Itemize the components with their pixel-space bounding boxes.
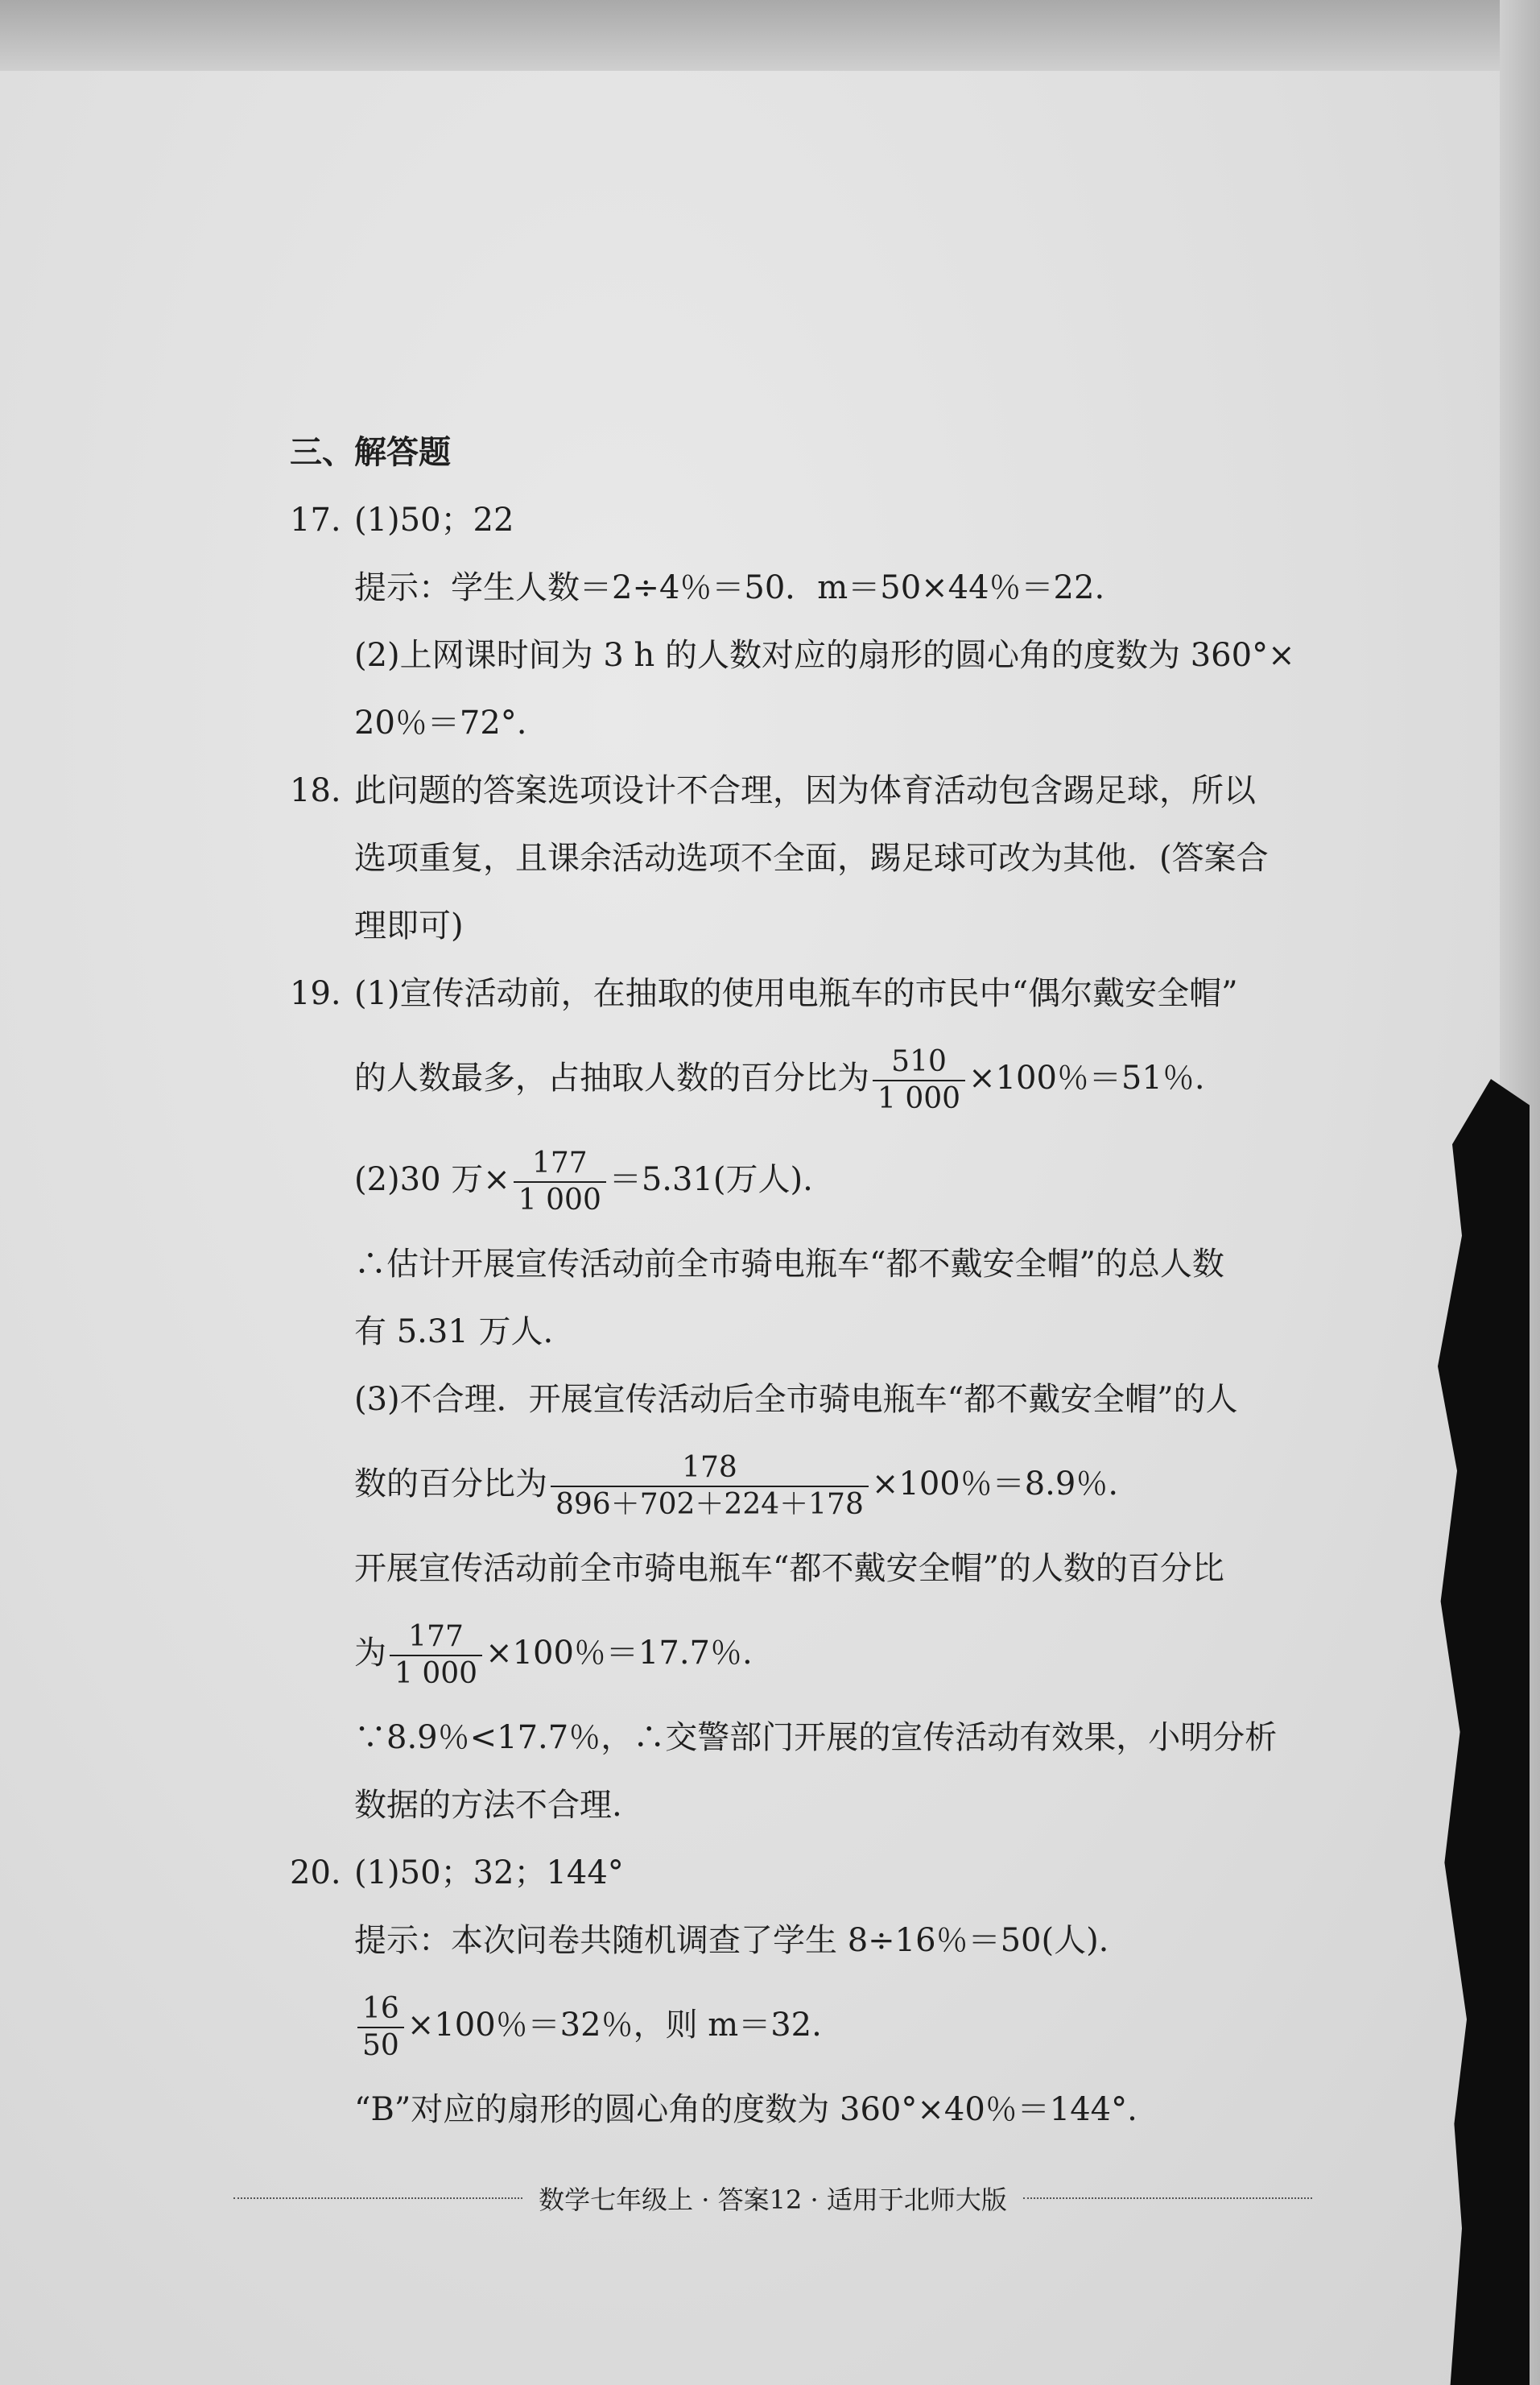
footer-subject: 数学七年级上: [539, 2185, 694, 2215]
question-number: 20.: [290, 1854, 341, 1891]
fraction: [357, 1993, 404, 2061]
q19-text: ×100％＝8.9％.: [871, 1465, 1119, 1503]
q19-line-3: [290, 1129, 1369, 1230]
q19-text: ＝5.31(万人).: [609, 1161, 813, 1198]
q19-line-5: 有 5.31 万人.: [354, 1313, 554, 1350]
q19-text: (1)宣传活动前，在抽取的使用电瓶车的市民中“偶尔戴安全帽”: [354, 975, 1238, 1012]
fraction-numerator: 177: [531, 1147, 588, 1180]
q20-text: ×100％＝32％，则 m＝32.: [407, 2007, 822, 2044]
footer-divider-left: [233, 2197, 522, 2199]
fraction-numerator: 16: [362, 1992, 399, 2026]
fraction-denominator: 1 000: [390, 1655, 482, 1690]
q19-text: 数的百分比为: [354, 1465, 547, 1503]
footer-separator: ·: [810, 2185, 819, 2215]
q17-line-2: 提示：学生人数＝2÷4％＝50．m＝50×44％＝22.: [354, 569, 1105, 606]
q19-line-11: 数据的方法不合理.: [354, 1787, 622, 1824]
q19-line-4: ∴估计开展宣传活动前全市骑电瓶车“都不戴安全帽”的总人数: [354, 1246, 1224, 1283]
q19-text: ×100％＝17.7％.: [485, 1635, 753, 1672]
q20-answer: (1)50；32；144°: [354, 1854, 624, 1891]
answer-content: [290, 419, 1369, 2143]
q20-line-1: [290, 1839, 1369, 1907]
question-number: 17.: [290, 502, 341, 539]
question-number: 18.: [290, 772, 341, 809]
q19-line-9: [290, 1602, 1369, 1704]
fraction-numerator: 510: [891, 1045, 947, 1079]
q19-line-10: ∵8.9％<17.7％，∴交警部门开展的宣传活动有效果，小明分析: [354, 1719, 1278, 1756]
fraction: [514, 1147, 606, 1216]
q17-line-4: 20％＝72°.: [354, 705, 527, 742]
fraction-denominator: 1 000: [873, 1080, 965, 1115]
q19-line-6: (3)不合理．开展宣传活动后全市骑电瓶车“都不戴安全帽”的人: [354, 1381, 1238, 1418]
footer-divider-right: [1023, 2197, 1312, 2199]
footer-separator: ·: [701, 2185, 710, 2215]
section-title: 三、解答题: [290, 434, 451, 471]
q18-line-2: 选项重复，且课余活动选项不全面，踢足球可改为其他．(答案合: [354, 840, 1269, 877]
footer-edition: 适用于北师大版: [826, 2185, 1007, 2215]
q19-line-2: [290, 1027, 1369, 1129]
q17-line-1: [290, 486, 1369, 554]
fraction-numerator: 178: [682, 1451, 737, 1485]
torn-edge: [1433, 1079, 1530, 2385]
page-footer: [217, 2174, 1328, 2222]
q20-line-4: “B”对应的扇形的圆心角的度数为 360°×40％＝144°.: [354, 2091, 1137, 2128]
q19-text: ×100％＝51％.: [968, 1060, 1205, 1097]
footer-text: [539, 2180, 1007, 2217]
q17-answer: (1)50；22: [354, 502, 514, 539]
q18-line-1: [290, 757, 1369, 825]
page-top-shadow: [0, 0, 1540, 71]
fraction: [873, 1046, 965, 1114]
q19-text: (2)30 万×: [354, 1161, 510, 1198]
fraction-denominator: 1 000: [514, 1181, 606, 1217]
footer-page: 答案12: [717, 2185, 803, 2215]
q18-text: 此问题的答案选项设计不合理，因为体育活动包含踢足球，所以: [354, 772, 1256, 809]
q20-line-3: [290, 1974, 1369, 2076]
q19-text: 为: [354, 1635, 386, 1672]
fraction-denominator: 896＋702＋224＋178: [551, 1486, 869, 1521]
q19-text: 的人数最多，占抽取人数的百分比为: [354, 1060, 869, 1097]
fraction: [551, 1452, 869, 1520]
question-number: 19.: [290, 975, 341, 1012]
q19-line-8: 开展宣传活动前全市骑电瓶车“都不戴安全帽”的人数的百分比: [354, 1550, 1224, 1587]
fraction-numerator: 177: [408, 1620, 464, 1654]
q17-line-3: (2)上网课时间为 3 h 的人数对应的扇形的圆心角的度数为 360°×: [354, 637, 1295, 674]
q19-line-1: [290, 960, 1369, 1027]
fraction: [390, 1621, 482, 1689]
q18-line-3: 理即可): [354, 907, 464, 944]
q20-line-2: 提示：本次问卷共随机调查了学生 8÷16％＝50(人).: [354, 1922, 1109, 1959]
fraction-denominator: 50: [357, 2027, 404, 2062]
q19-line-7: [290, 1433, 1369, 1535]
